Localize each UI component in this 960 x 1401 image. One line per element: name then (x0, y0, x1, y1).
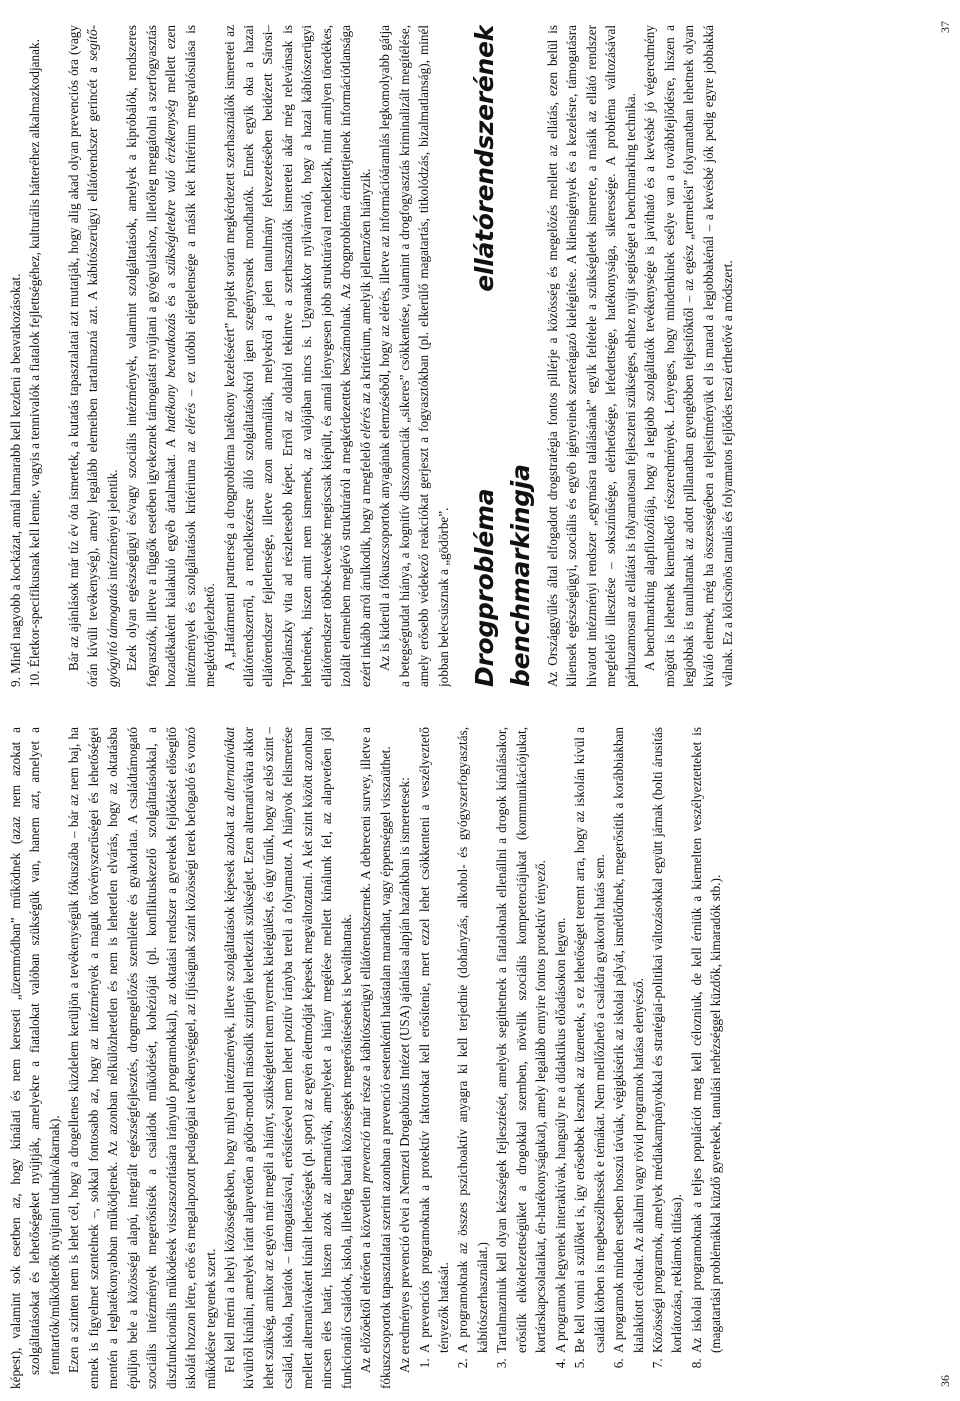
page-number-right: 37 (938, 21, 952, 33)
list-item: 7. Közösségi programok, amelyek médiakampányokkal és stratégiai-politikai változásokkal együtt járnak (bolti árusítás korlátozása, reklámok tiltása). (648, 727, 687, 1355)
lead-list-item-continuation: képest), valamint sok esetben az, hogy kínálati és nem kereseti „üzemmódban” működnek (azaz nem azokat a szolgáltatásokat és lehetőségeket nyújtják, amelyekre a fiatalokat valóban szükségük van, hanem azt, amelyet a fenntartók/működtetők nyújtani tudnak/akarnak). (8, 727, 62, 1389)
list-item: 3. Tartalmazniuk kell olyan készségek fejlesztését, amelyek segíthetnek a fiataloknak ellenállni a drogok kínálásakor, erősítik elkötelezettségüket a drogokkal szemben, növelik szociális kompetenciájukat (kommunikációjukat, kortárskapcsolataikat, én-hatékonyságukat), amely legalább ennyire fontos protektív tényező. (492, 727, 550, 1355)
list-item: 10. Életkor-specifikusnak kell lennie, vagyis a tennivalók a fiatalok fejlettségéhez, kulturális hátteréhez alkalmazkodjanak. (27, 39, 43, 687)
spacer (45, 25, 64, 687)
list-item: 5. Be kell vonni a szülőket is, így erősebbek lesznek az üzenetek, s ez lehetőséget teremt arra, hogy az iskolán kívül a családi körben is megbeszélhessék e témákat. Nem mellőzhető a családra gyakorolt hatás sem. (570, 727, 609, 1355)
left-paragraph-1: Ezen a szinten nem is lehet cél, hogy a drogellenes küzdelem kerüljön a tevékenységük fókuszába – bár az nem baj, ha ennek is figyelmet szentelnek –, sokkal fontosabb az, hogy az intézmények a maguk törvényszerűségei és lehetőségei mentén a leghatékonyabban működjenek. Az azonban nélkülözhetetlen és nem is lehetetlen elvárás, hogy az oktatásba épüljön bele a közösségi alapú, integrált egészségfejlesztés, drogmegelőzés szemlélete és gyakorlata. A családtámogató szociális intézmények megerősítsék a családok működését, kohézióját (pl. konfliktuskezelő szolgáltatásokkal, a diszfunkcionális működések visszaszorítására irányuló programokkal), az oktatási rendszer a gyerekek fejlődését elősegítő iskolát hozzon létre, erős és megalapozott pedagógiai tevékenységgel, az ifjúságnak szánt közösségi terek befogadó és vonzó működésre tegyenek szert. (66, 727, 218, 1389)
list-item: 4. A programok legyenek interaktívak, hangsúly ne a didaktikus előadásokon legyen. (551, 727, 570, 1355)
list-item: 6. A programok minden esetben hosszú távúak, végigkísérik az iskolai pályát, ismétlődnek, megerősítik a korábbiakban kialakított célokat. Az alkalmi vagy rövid programok hatása elenyésző. (609, 727, 648, 1355)
left-paragraph-2: Fel kell mérni a helyi közösségekben, hogy milyen intézmények, illetve szolgáltatások képesek azokat az alternatívákat kívülről kínálni, amelyek iránt alapvetően a gödör-modell második szintjén keletkezik szükséglet. Ezen alternatívákra akkor lehet szükség, amikor az egyén már megéli a hiányt, szükségleteit nem nyernek kielégülést, és úgy tűnik, hogy az első szint – család, iskola, barátok – támogatásával, erősítésével nem lehet pozitív irányba tereli a folyamatot. A hiányok felismerése mellett alternatívaként kínált lehetőségek (pl. sport) az egyén életmódját képesek megváltoztatni. A két szint között azonban nincsen éles határ, hiszen azok az alternatívák, amelyeket a hiány megélése mellett kínálunk fel, az alapvetően jól funkcionáló családok, iskola, illetőleg baráti közösségek megerősítésének is beválthatnak. (221, 727, 354, 1389)
list-item: 2. A programoknak az összes pszichoaktív anyagra ki kell terjednie (dohányzás, alkohol- és gyógyszerfogyasztás, kábítószerhasználat.) (453, 727, 492, 1355)
section-heading: Drogprobléma ellátórendszerének benchmarkingja (469, 25, 535, 687)
page-number-left: 36 (938, 1375, 952, 1387)
right-paragraph-6: A benchmarking alapfilozófiája, hogy a legjobb szolgáltatók tevékenysége is javítható és a kevésbé jó végeredmény mögött is lehetnek kiemelkedő részeredmények. Lényeges, hogy mindenkinek esélye van a továbbfejlődésre, hiszen a legjobbak is tanulhatnak az adott pillanatban gyengébben teljesítőktől – az egész „termelési” folyamatban lehetnek olyan kiváló elemek, még ha összességében a teljesítményük el is marad a legjobbakénál – a kevésbé jók pedig egyre jobbakká válnak. Ez a kölcsönös tanulás és folyamatos fejlődés teszi érthetővé a módszert. (642, 25, 736, 687)
right-paragraph-3: A „Határmenti partnerség a drogprobléma hatékony kezeléséért” projekt során megkérdezett szerhasználók ismeretei az ellátórendszerről, a rendelkezésre álló szolgáltatásokról igen szegényesnek mondhatók. Ennek egyik oka a hazai ellátórendszer fejletlensége, illetve azon anomáliák, melyekről a jelen tanulmány felvezetésében beidézett Sárosi–Topolánszky vita ad részletesebb képet. Erről az oldalról tekintve a szerhasználók ismeretei akár még relevánsak is lehetnének, hiszen amit nem ismernek, az valójában nincs is. Ugyanakkor nyilvánvaló, hogy a hazai kábítószerügyi ellátórendszer többé-kevésbé megíscsak kiépült, és annál lényegesen jobb struktúrával rendelkezik, mint amilyen töredékes, izolált elemeiben meglévő struktúráról a megkérdezettek beszámolnak. Az drogprobléma érintettjeinek információtlansága ezért inkább arról árulkodik, hogy a megfelelő elérés az a kritérium, amelyik jellemzően hiányzik. (221, 25, 373, 687)
list-item: 8. Az iskolai programoknak a teljes populációt meg kell célozniuk, de kell érniük a kiemelten veszélyeztetteket is (magatartási problémákkal küzdő gyerekek, tanulási nehézséggel küzdők, kimaradók stb.). (687, 727, 726, 1355)
list-item: 1. A prevenciós programoknak a protektív faktorokat kell erősítenie, mert ezzel lehet csökkenteni a veszélyeztető tényezők hatását. (415, 727, 454, 1355)
right-paragraph-1: Bár az ajánlások már tíz év óta ismertek, a kutatás tapasztalatai azt mutatják, hogy alig akad olyan prevenciós óra (vagy órán kívüli tevékenység), amely legalább elemeiben tartalmazná azt. A kábítószerügyi ellátórendszer gerincét a segítő-gyógyító támogatás intézményei jelentik. (65, 25, 120, 687)
left-page-column (6, 727, 944, 1389)
right-paragraph-4: Az is kiderül a fókuszcsoportok anyagának elemzéséből, hogy az elérés, illetve az információáramlás legkomolyabb gátja a betegségtudat hiánya, a kognitív disszonanciák „sikeres” csökkentése, valamint a drogfogyasztás kriminalizált megítélése, amely erősebb védekező reakciókat gerjeszt a fogyasztókban (pl. elkerülő magatartás, titkolódzás, bizalmatlanság), minél jobban belecsúsznak a „gödörbe”. (377, 25, 451, 687)
right-paragraph-2: Ezek olyan egészségügyi és/vagy szociális intézmények, valamint szolgáltatások, amelyek a kipróbálók, rendszeres fogyasztók, illetve a függők esetében igyekeznek támogatást nyújtani a gyógyuláshoz, illetőleg meggátolni a szerfogyasztás hozadékaként kialakuló egyéb ártalmakat. A hatékony beavatkozás és a szükségletekre való érzékenység mellett ezen intézmények és szolgáltatások kritériuma az elérés – ez utóbbi elégtelensége a másik két kritérium megvalósulása is megkérdőjelezhető. (124, 25, 218, 687)
list-item: 9. Minél nagyobb a kockázat, annál hamarabb kell kezdeni a beavatkozásokat. (8, 273, 23, 687)
right-page-column (6, 25, 944, 687)
left-paragraph-3: Az előzőektől eltérően a közvetlen prevenció már része a kábítószerügyi ellátórendszernek. A debreceni survey, illetve a fókuszcsoportok tapasztalatai szerint azonban a prevenció esetenkénti hatástalan maradhat, vagy éppenséggel visszaüthet. (358, 727, 393, 1389)
left-paragraph-4: Az eredményes prevenció elvei a Nemzeti Drogabúzus Intézet (USA) ajánlása alapján hazánkban is ismeretesek: (397, 777, 413, 1373)
right-paragraph-5: Az Országgyűlés által elfogadott drogstratégia fontos pillérje a közösség és megelőzés mellett az ellátás, ezen belül is kliensek egészségügyi, szociális és egyéb igényeinek szerteágazó kielégítése. A kliensigények és a kezelésre, támogatásra hivatott intézményi rendszer „egymásra találásának” egyik feltétele a szükségletek ismerete, a másik az ellátó rendszer megfelelő illesztése – sokszínűsége, elérhetősége, lefedettsége, hatékonysága, sikeressége. A probléma változásával párhuzamosan az ellátást is folyamatosan fejleszteni szükséges, ehhez nyújt segítséget a benchmarking technika. (544, 25, 638, 687)
prevention-principles-list (415, 727, 726, 1389)
